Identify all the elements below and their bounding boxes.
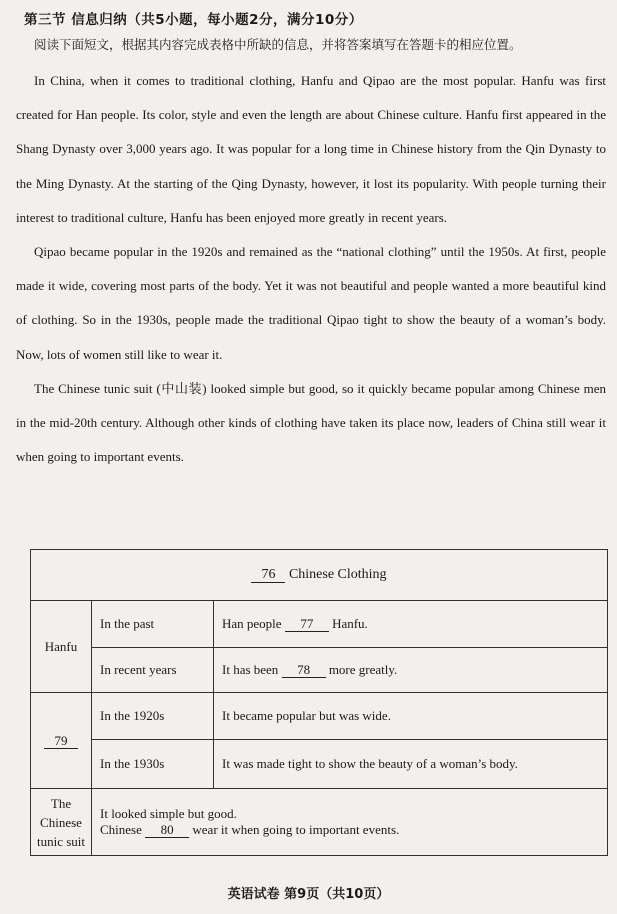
detail-text: wear it when going to important events. xyxy=(192,822,400,837)
info-table xyxy=(30,549,608,856)
detail-text: Hanfu. xyxy=(332,616,368,631)
subcategory-1920s: In the 1920s xyxy=(92,693,214,740)
blank-76: 76 xyxy=(251,568,285,583)
blank-77: 77 xyxy=(285,617,329,632)
detail-cell-1920s: It became popular but was wide. xyxy=(214,693,608,740)
passage-paragraph-3: The Chinese tunic suit (中山装) looked simple but good, so it quickly became popular among Chinese men in the mid-20th century. Although other kinds of clothing have taken its place now, leaders of China still wear it when going to important events. xyxy=(16,380,606,465)
detail-cell-recent xyxy=(214,648,608,693)
tunic-label-line: Chinese xyxy=(40,814,82,830)
reading-passage xyxy=(16,64,606,474)
passage-paragraph-2: Qipao became popular in the 1920s and remained as the “national clothing” until the 1950s. At first, people made it wide, covering most parts of the body. Yet it was not beautiful and people wanted a more beautiful kind of clothing. So in the 1930s, people made the traditional Qipao tight to show the beauty of a woman’s body. Now, lots of women still like to wear it. xyxy=(16,244,606,362)
page-footer: 英语试卷 第9页（共10页） xyxy=(227,887,390,902)
category-tunic-suit xyxy=(31,789,92,856)
subcategory-recent: In recent years xyxy=(92,648,214,693)
subcategory-1930s: In the 1930s xyxy=(92,740,214,789)
category-hanfu: Hanfu xyxy=(31,601,92,693)
tunic-label-line: The xyxy=(50,795,72,811)
tunic-label-line: tunic suit xyxy=(36,833,86,849)
detail-text: It looked simple but good. xyxy=(100,806,237,821)
detail-text: It has been xyxy=(222,662,279,677)
category-qipao-blank-cell xyxy=(31,693,92,789)
instruction-text: 阅读下面短文，根据其内容完成表格中所缺的信息，并将答案填写在答题卡的相应位置。 xyxy=(34,37,522,52)
detail-text: Han people xyxy=(222,616,282,631)
section-title: 第三节 信息归纳（共5小题，每小题2分，满分10分） xyxy=(24,12,363,28)
table-title-text: Chinese Clothing xyxy=(288,567,387,582)
detail-cell-past xyxy=(214,601,608,648)
blank-80: 80 xyxy=(145,823,189,838)
blank-79: 79 xyxy=(44,734,78,749)
detail-cell-1930s: It was made tight to show the beauty of a woman’s body. xyxy=(214,740,608,789)
detail-text: more greatly. xyxy=(328,662,398,677)
detail-text: Chinese xyxy=(100,822,142,837)
table-title-cell xyxy=(31,550,608,601)
subcategory-past: In the past xyxy=(92,601,214,648)
detail-cell-tunic xyxy=(92,789,608,856)
passage-paragraph-1: In China, when it comes to traditional clothing, Hanfu and Qipao are the most popular. Hanfu was first created for Han people. Its color, style and even the length are about Chinese culture. Hanfu first appeared in the Shang Dynasty over 3,000 years ago. It was popular for a long time in Chinese history from the Qin Dynasty to the Ming Dynasty. At the starting of the Qing Dynasty, however, it lost its popularity. With people turning their interest to traditional culture, Hanfu has been enjoyed more greatly in recent years. xyxy=(16,73,606,225)
blank-78: 78 xyxy=(282,663,326,678)
detail-line-2 xyxy=(100,822,599,838)
